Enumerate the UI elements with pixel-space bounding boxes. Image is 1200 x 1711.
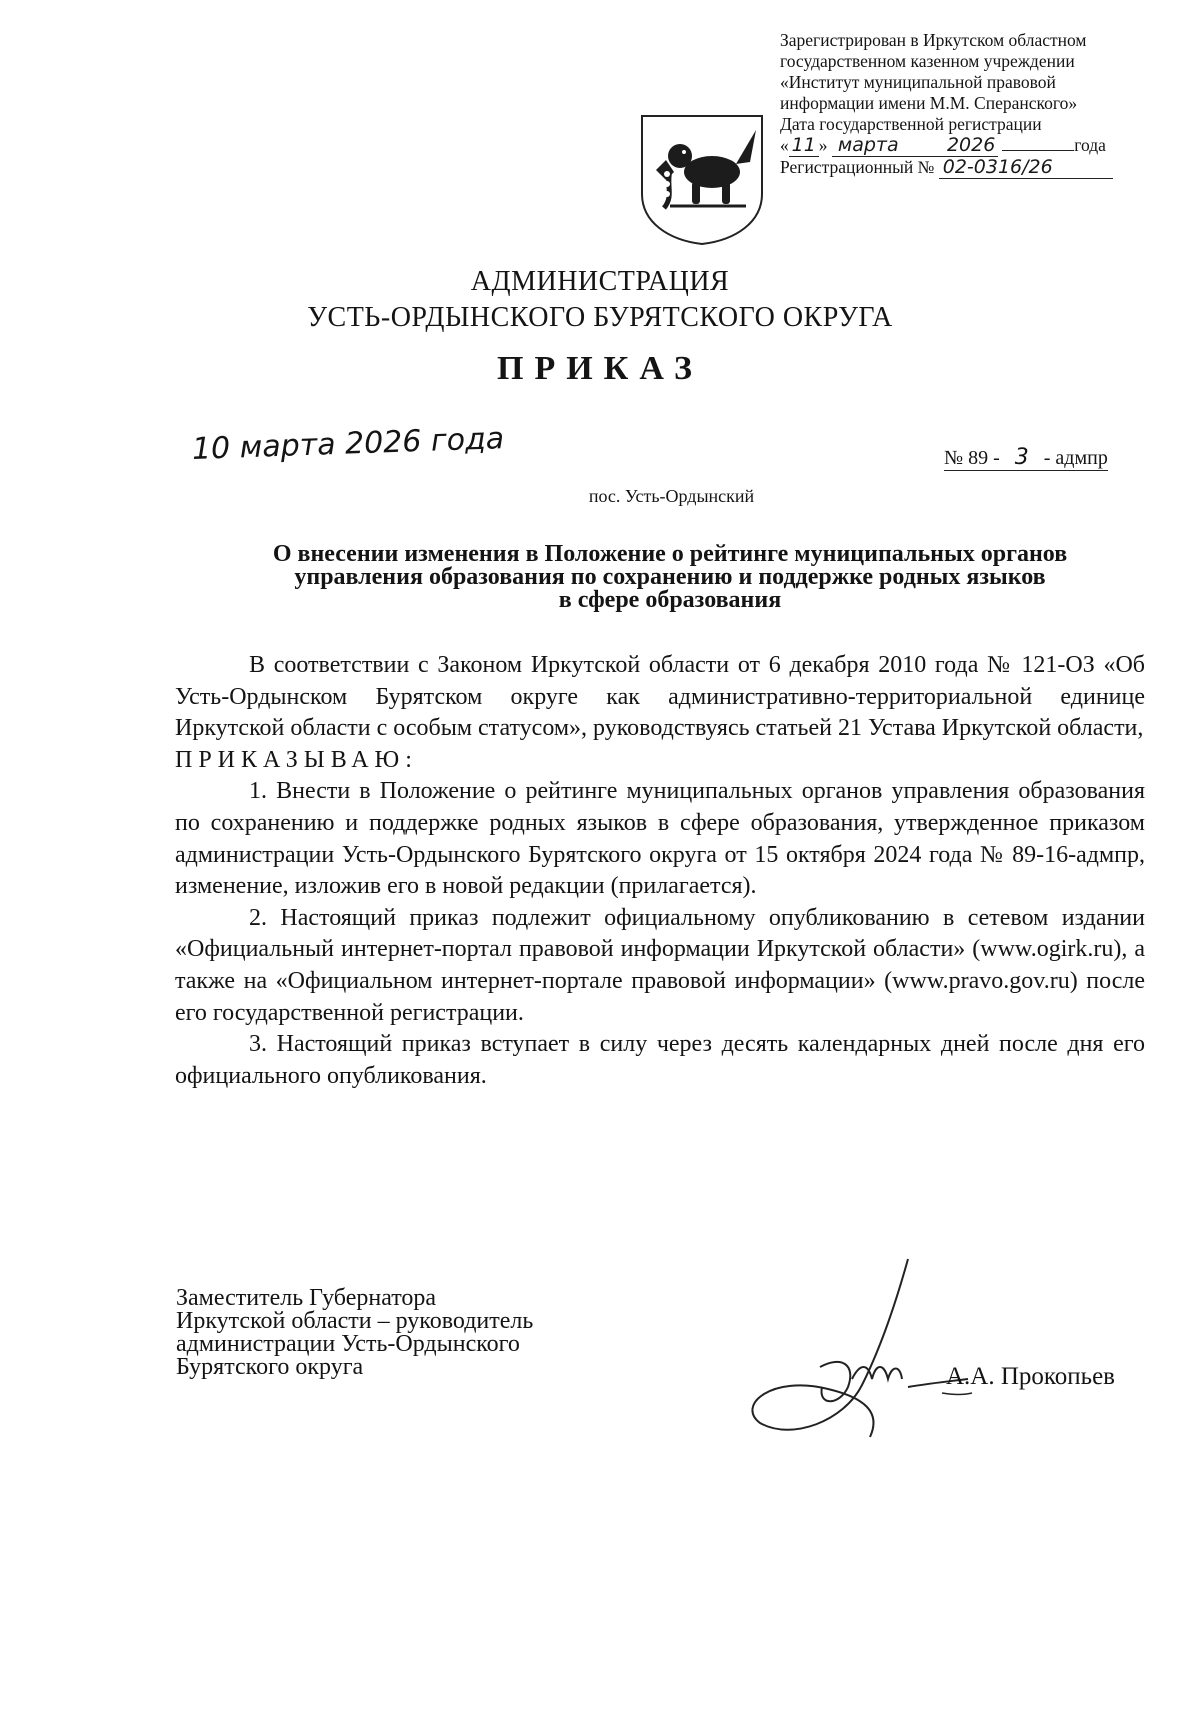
signer-name: А.А. Прокопьев (946, 1363, 1115, 1390)
document-number-handwritten: 3 (1000, 445, 1044, 471)
document-number-suffix: - адмпр (1043, 447, 1108, 469)
signer-position (176, 1287, 533, 1379)
order-item-1: 1. Внести в Положение о рейтинге муниципальных органов управления образования по сохранению и поддержке родных языков в сфере образования, утвержденное приказом администрации Усть-Ордынского Бурятского округа от 15 октября 2024 года № 89-16-адмпр, изменение, изложив его в новой редакции (прилагается). (175, 778, 1145, 900)
registration-date-month-text: марта (837, 134, 899, 156)
registration-line-2: государственном казенном учреждении (780, 51, 1075, 71)
document-number (944, 445, 1108, 471)
registration-date-mid: » (818, 135, 828, 155)
registration-date-open: « (780, 135, 789, 155)
document-number-prefix: № 89 - (944, 447, 1000, 469)
document-place: пос. Усть-Ордынский (588, 486, 755, 506)
registration-number-label: Регистрационный № (780, 157, 935, 177)
coat-of-arms-emblem (636, 110, 768, 248)
signer-position-line-3: администрации Усть-Ордынского (176, 1331, 520, 1357)
registration-line-4: информации имени М.М. Сперанского» (780, 93, 1078, 113)
signer-position-line-2: Иркутской области – руководитель (176, 1308, 534, 1334)
registration-date (780, 135, 1145, 157)
document-subject (180, 543, 1160, 612)
handwritten-signature (732, 1255, 1062, 1455)
order-word: ПРИКАЗЫВАЮ: (175, 746, 418, 773)
registration-date-suffix: года (1074, 135, 1106, 155)
registration-line-1: Зарегистрирован в Иркутском областном (780, 30, 1087, 50)
organization-name-line-1: АДМИНИСТРАЦИЯ (470, 266, 730, 297)
registration-line-5: Дата государственной регистрации (780, 114, 1042, 134)
signer-position-line-4: Бурятского округа (176, 1354, 364, 1380)
order-item-2: 2. Настоящий приказ подлежит официальному опубликованию в сетевом издании «Официальный интернет-портал правовой информации Иркутской области» (www.ogirk.ru), а также на «Официальном интернет-портале правовой информации» (www.pravo.gov.ru) после его государственной регистрации. (175, 904, 1145, 1026)
order-item-3: 3. Настоящий приказ вступает в силу через десять календарных дней после дня его официального опубликования. (175, 1031, 1145, 1089)
preamble-paragraph: В соответствии с Законом Иркутской области от 6 декабря 2010 года № 121-ОЗ «Об Усть-Ордынском Бурятском округе как административно-территориальной единице Иркутской области с особым статусом», руководствуясь статьей 21 Устава Иркутской области, (175, 652, 1145, 742)
subject-line-3: в сфере образования (558, 587, 782, 613)
registration-date-year: 2026 (946, 134, 996, 156)
document-date-handwritten: 10 марта 2026 года (191, 421, 505, 467)
registration-stamp (780, 30, 1145, 179)
subject-line-2: управления образования по сохранению и поддержке родных языков (294, 564, 1046, 590)
registration-date-day: 11 (789, 135, 819, 157)
signer-position-line-1: Заместитель Губернатора (176, 1285, 437, 1311)
registration-number-value: 02-0316/26 (939, 157, 1113, 179)
registration-number (780, 157, 1145, 179)
document-type-title: ПРИКАЗ (497, 350, 703, 387)
organization-name-line-2: УСТЬ-ОРДЫНСКОГО БУРЯТСКОГО ОКРУГА (307, 302, 893, 333)
registration-line-3: «Институт муниципальной правовой (780, 72, 1056, 92)
subject-line-1: О внесении изменения в Положение о рейтинге муниципальных органов (272, 541, 1068, 567)
document-body (175, 650, 1145, 1092)
registration-date-month (832, 135, 998, 157)
